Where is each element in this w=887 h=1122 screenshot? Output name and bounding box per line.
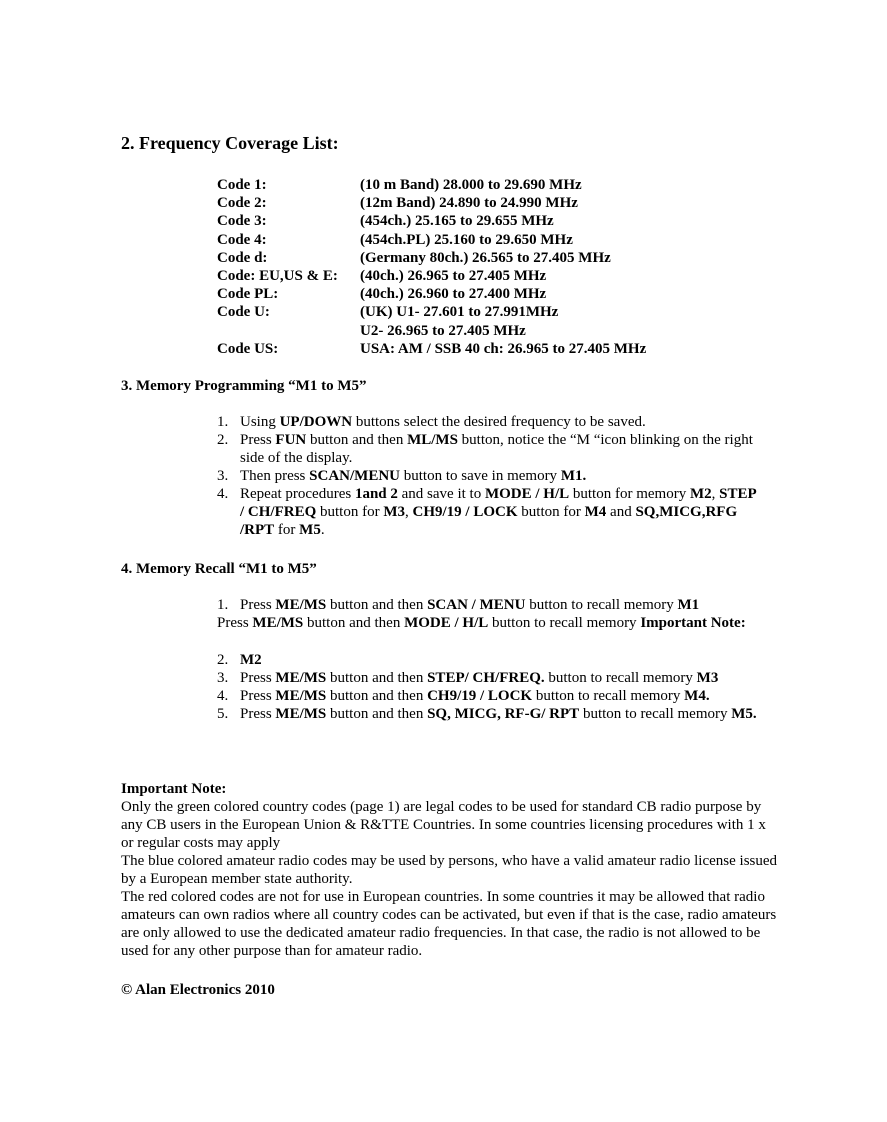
coverage-row — [217, 231, 646, 249]
bold-text: SQ, MICG, RF-G/ RPT — [427, 706, 580, 722]
list-item — [217, 687, 762, 705]
text: button and then — [306, 432, 408, 448]
list-number: 1. — [217, 414, 229, 430]
list-number: 1. — [217, 597, 229, 613]
coverage-row — [217, 267, 646, 285]
text: button and then — [303, 615, 405, 631]
list-item — [217, 413, 762, 431]
text: Press — [240, 432, 276, 448]
text: button to recall memory — [544, 670, 697, 686]
list-number: 4. — [217, 486, 229, 502]
text: button to save in memory — [400, 468, 561, 484]
code-label: Code: EU,US & E: — [217, 268, 338, 285]
coverage-row — [217, 212, 646, 230]
text: Press — [240, 688, 276, 704]
list-item — [217, 596, 762, 614]
list-item — [217, 467, 762, 485]
code-label: Code 1: — [217, 177, 267, 193]
section-2-title: 2. Frequency Coverage List: — [121, 133, 339, 153]
text: Repeat procedures — [240, 486, 355, 502]
coverage-row — [217, 285, 646, 303]
bold-text: ME/MS — [275, 706, 327, 722]
text: Then press — [240, 468, 310, 484]
bold-text: FUN — [275, 432, 307, 448]
code-frequency-range: (Germany 80ch.) 26.565 to 27.405 MHz — [360, 249, 611, 266]
code-label — [217, 322, 360, 340]
bold-text: M2 — [240, 652, 262, 668]
list-item — [217, 705, 762, 723]
code-label: Code PL: — [217, 286, 279, 303]
code-frequency-range: (UK) U1- 27.601 to 27.991MHz — [360, 304, 559, 321]
code-frequency-range: (40ch.) 26.960 to 27.400 MHz — [360, 286, 547, 303]
bold-text: SQ,MICG,RFG /RPT — [240, 504, 738, 538]
code-label: Code d: — [217, 249, 268, 266]
text: button and then — [326, 688, 428, 704]
important-note — [121, 780, 781, 960]
bold-text: Important Note: — [640, 615, 746, 631]
code-frequency-range: (40ch.) 26.965 to 27.405 MHz — [360, 268, 547, 285]
code-frequency-range: USA: AM / SSB 40 ch: 26.965 to 27.405 MHz — [360, 340, 647, 357]
text: and — [606, 504, 636, 520]
code-label: Code 3: — [217, 213, 267, 230]
copyright: © Alan Electronics 2010 — [121, 982, 275, 998]
bold-text: MODE / H/L — [404, 615, 489, 631]
bold-text: M3 — [696, 670, 719, 686]
note-paragraph-blue: The blue colored amateur radio codes may be used by persons, who have a valid amateur radio license issued by a European member state authority. — [121, 853, 778, 887]
text: button to recall memory — [488, 615, 641, 631]
list-number: 2. — [217, 432, 229, 448]
text: Using — [240, 414, 280, 430]
bold-text: M3 — [383, 504, 406, 520]
coverage-row — [217, 322, 646, 340]
list-number: 5. — [217, 706, 229, 722]
bold-text: STEP / CH/FREQ — [240, 486, 756, 520]
list-item — [217, 669, 762, 687]
note-paragraph-red: The red colored codes are not for use in European countries. In some countries it may be allowed that radio amateurs can own radios where all country codes can be activated, but even if that is the case, radio amateurs are only allowed to use the dedicated amateur radio frequencies. In that case, the radio is not allowed to be used for any other purpose than for amateur radio. — [121, 889, 777, 959]
coverage-row — [217, 303, 646, 321]
text: button and then — [326, 597, 428, 613]
coverage-row — [217, 194, 646, 212]
section-4-title: 4. Memory Recall “M1 to M5” — [121, 561, 317, 577]
text: , — [711, 486, 720, 502]
text: buttons select the desired frequency to be saved. — [352, 414, 646, 430]
code-label: Code 4: — [217, 231, 267, 248]
code-frequency-range: (454ch.PL) 25.160 to 29.650 MHz — [360, 231, 573, 248]
list-item — [217, 485, 762, 539]
text: Press — [240, 670, 276, 686]
text: Press — [240, 597, 276, 613]
bold-text: SCAN / MENU — [427, 597, 526, 613]
code-label: Code U: — [217, 304, 270, 321]
code-frequency-range: (12m Band) 24.890 to 24.990 MHz — [360, 195, 578, 212]
text: button and then — [326, 670, 428, 686]
bold-text: ME/MS — [275, 670, 327, 686]
text: for — [274, 522, 300, 538]
code-frequency-range: (10 m Band) 28.000 to 29.690 MHz — [360, 177, 582, 193]
note-paragraph-green: Only the green colored country codes (page 1) are legal codes to be used for standard CB radio purpose by any CB users in the European Union & R&TTE Countries. In some countries licensing procedures with 1 x or regular costs may apply — [121, 799, 766, 851]
memory-programming-steps — [217, 413, 762, 539]
bold-text: UP/DOWN — [279, 414, 353, 430]
bold-text: M5. — [731, 706, 757, 722]
text: and save it to — [397, 486, 485, 502]
bold-text: STEP/ CH/FREQ. — [427, 670, 545, 686]
bold-text: M5 — [299, 522, 321, 538]
bold-text: MODE / H/L — [484, 486, 570, 502]
memory-recall-note-line — [217, 614, 762, 632]
code-label: Code 2: — [217, 195, 267, 212]
code-frequency-range: (454ch.) 25.165 to 29.655 MHz — [360, 213, 554, 230]
bold-text: M4 — [584, 504, 607, 520]
text: Press — [240, 706, 276, 722]
code-frequency-range: U2- 26.965 to 27.405 MHz — [360, 322, 526, 339]
bold-text: CH9/19 / LOCK — [427, 688, 533, 704]
list-number: 4. — [217, 688, 229, 704]
text: Press — [217, 615, 253, 631]
bold-text: M2 — [689, 486, 712, 502]
list-number: 3. — [217, 670, 229, 686]
bold-text: M1 — [677, 597, 700, 613]
text: . — [320, 522, 325, 538]
bold-text: M1. — [560, 468, 587, 484]
list-item — [217, 431, 762, 467]
coverage-row — [217, 176, 646, 194]
bold-text: CH9/19 / LOCK — [412, 504, 518, 520]
bold-text: ME/MS — [252, 615, 304, 631]
bold-text: ME/MS — [275, 688, 327, 704]
memory-recall-steps — [217, 651, 762, 723]
text: , — [405, 504, 413, 520]
text: button for — [316, 504, 384, 520]
bold-text: ME/MS — [275, 597, 327, 613]
frequency-coverage-table — [217, 176, 646, 358]
text: button to recall memory — [525, 597, 678, 613]
memory-recall-step-1 — [217, 596, 762, 614]
list-number: 2. — [217, 652, 229, 668]
bold-text: SCAN/MENU — [309, 468, 400, 484]
coverage-row — [217, 340, 646, 358]
list-item — [217, 651, 762, 669]
text: button for — [517, 504, 585, 520]
code-label: Code US: — [217, 340, 279, 357]
bold-text: ML/MS — [407, 432, 458, 448]
text: button to recall memory — [532, 688, 685, 704]
important-note-heading: Important Note: — [121, 781, 227, 797]
text: button for memory — [569, 486, 690, 502]
list-number: 3. — [217, 468, 229, 484]
coverage-row — [217, 249, 646, 267]
section-3-title: 3. Memory Programming “M1 to M5” — [121, 378, 367, 394]
text: button and then — [326, 706, 428, 722]
text: button, notice the “M “icon blinking on the right side of the display. — [240, 432, 753, 466]
text: button to recall memory — [579, 706, 732, 722]
bold-text: 1and 2 — [354, 486, 398, 502]
bold-text: M4. — [684, 688, 710, 704]
